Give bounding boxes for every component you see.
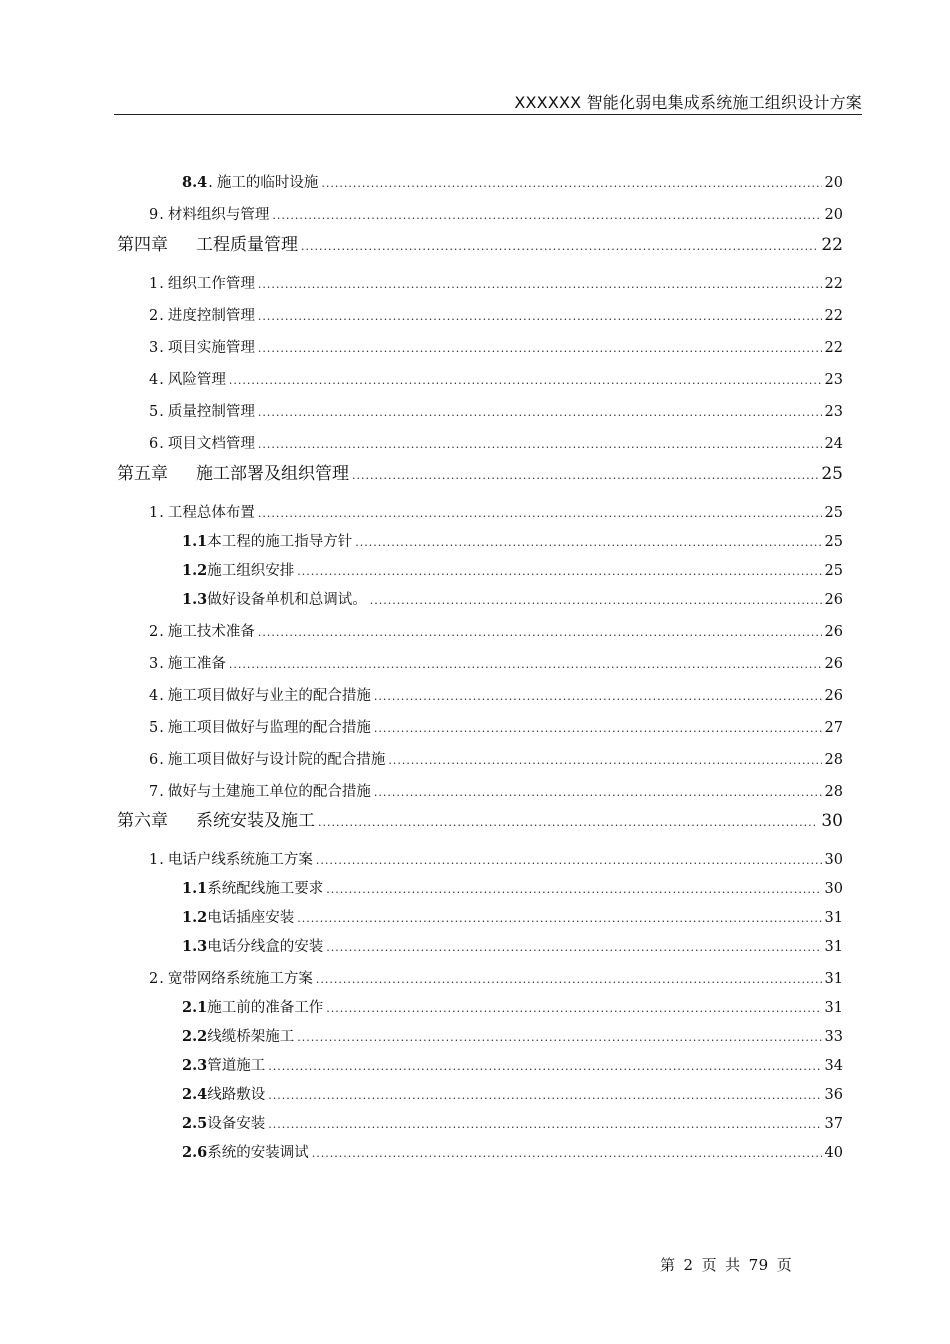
toc-entry[interactable] xyxy=(149,272,843,293)
toc-entry-number: 第四章 xyxy=(117,235,168,255)
toc-entry-text: 施工项目做好与设计院的配合措施 xyxy=(167,752,386,768)
toc-entry-number: 2 xyxy=(149,971,159,987)
toc-entry[interactable] xyxy=(182,996,843,1017)
toc-entry-separator: . xyxy=(159,624,164,640)
toc-leader-dots xyxy=(229,658,822,671)
toc-entry-text: 风险管理 xyxy=(167,372,226,388)
toc-entry-page: 33 xyxy=(824,1029,843,1045)
toc-entry-text: 工程总体布置 xyxy=(167,505,255,521)
toc-entry-label xyxy=(117,230,298,255)
toc-entry-text: 线路敷设 xyxy=(207,1087,266,1103)
toc-entry-label xyxy=(149,848,313,869)
toc-entry-text: 施工组织安排 xyxy=(207,563,295,579)
toc-entry-number: 7 xyxy=(149,784,159,800)
toc-entry-text: 进度控制管理 xyxy=(167,308,255,324)
toc-entry-text: 施工项目做好与业主的配合措施 xyxy=(167,688,371,704)
toc-entry-label xyxy=(182,1054,265,1075)
toc-entry-separator: . xyxy=(159,656,164,672)
toc-entry-label xyxy=(182,559,294,580)
toc-entry-text: 材料组织与管理 xyxy=(167,207,270,223)
toc-entry-label xyxy=(182,1083,265,1104)
toc-entry-separator: . xyxy=(159,688,164,704)
toc-entry-number: 第五章 xyxy=(117,464,168,484)
toc-entry[interactable] xyxy=(149,620,843,641)
footer-total-word: 共 xyxy=(725,1256,741,1274)
toc-entry[interactable] xyxy=(149,432,843,453)
toc-entry-number: 6 xyxy=(149,436,159,452)
toc-leader-dots xyxy=(352,469,818,482)
toc-entry[interactable] xyxy=(149,304,843,325)
toc-entry-label xyxy=(149,652,226,673)
toc-entry-text: 电话分线盒的安装 xyxy=(207,939,324,955)
toc-entry-number: 3 xyxy=(149,340,159,356)
toc-entry[interactable] xyxy=(182,906,843,927)
toc-entry[interactable] xyxy=(182,171,843,192)
toc-entry-label xyxy=(149,432,255,453)
toc-entry-page: 22 xyxy=(821,235,843,255)
toc-leader-dots xyxy=(374,722,822,735)
toc-entry-separator: . xyxy=(159,784,164,800)
toc-entry-number: 5 xyxy=(149,404,159,420)
toc-entry-page: 27 xyxy=(824,720,843,736)
toc-leader-dots xyxy=(258,438,822,451)
toc-entry-label xyxy=(149,368,226,389)
toc-entry[interactable] xyxy=(149,716,843,737)
toc-entry-separator: . xyxy=(159,308,164,324)
toc-entry[interactable] xyxy=(117,459,843,484)
toc-entry-number: 2.1 xyxy=(182,999,208,1016)
toc-entry-text: 系统的安装调试 xyxy=(207,1145,309,1161)
toc-entry[interactable] xyxy=(182,1054,843,1075)
toc-leader-dots xyxy=(268,1089,821,1102)
toc-entry-number: 1.3 xyxy=(182,938,208,955)
toc-entry-separator: . xyxy=(208,175,213,191)
toc-entry-label xyxy=(149,501,255,522)
toc-entry[interactable] xyxy=(149,748,843,769)
toc-entry-page: 34 xyxy=(824,1058,843,1074)
toc-entry[interactable] xyxy=(117,806,843,831)
toc-entry-label xyxy=(149,716,371,737)
toc-leader-dots xyxy=(388,754,821,767)
toc-entry-number: 1 xyxy=(149,276,159,292)
toc-entry-page: 31 xyxy=(824,910,843,926)
toc-entry-separator: . xyxy=(159,505,164,521)
toc-entry-separator: . xyxy=(159,971,164,987)
toc-entry-label xyxy=(149,780,371,801)
toc-entry-label xyxy=(149,272,255,293)
toc-entry[interactable] xyxy=(182,1112,843,1133)
toc-entry-label xyxy=(182,877,323,898)
toc-leader-dots xyxy=(326,941,821,954)
toc-entry-number: 6 xyxy=(149,752,159,768)
toc-entry-label xyxy=(149,336,255,357)
toc-entry-text: 宽带网络系统施工方案 xyxy=(167,971,313,987)
toc-entry-text: 施工的临时设施 xyxy=(216,175,319,191)
toc-entry-text: 施工前的准备工作 xyxy=(207,1000,324,1016)
toc-entry-page: 36 xyxy=(824,1087,843,1103)
toc-entry-text: 施工准备 xyxy=(167,656,226,672)
toc-entry-label xyxy=(182,530,352,551)
toc-entry-page: 23 xyxy=(824,404,843,420)
document-title: XXXXXX 智能化弱电集成系统施工组织设计方案 xyxy=(514,93,862,112)
toc-entry-separator: . xyxy=(159,436,164,452)
toc-entry-number: 2 xyxy=(149,308,159,324)
toc-entry-page: 26 xyxy=(824,624,843,640)
toc-entry-number: 1.2 xyxy=(182,562,208,579)
footer-prefix: 第 xyxy=(660,1256,676,1274)
toc-entry[interactable] xyxy=(149,336,843,357)
toc-entry-page: 26 xyxy=(824,688,843,704)
toc-entry-page: 37 xyxy=(824,1116,843,1132)
toc-entry-number: 2 xyxy=(149,624,159,640)
toc-entry-page: 22 xyxy=(824,276,843,292)
toc-entry-number: 8.4 xyxy=(182,174,208,191)
toc-entry-page: 22 xyxy=(824,340,843,356)
toc-entry-label xyxy=(149,967,313,988)
toc-entry-page: 28 xyxy=(824,752,843,768)
toc-entry-number: 4 xyxy=(149,688,159,704)
toc-entry-label xyxy=(149,203,269,224)
toc-entry-number: 1.2 xyxy=(182,909,208,926)
toc-entry-separator: . xyxy=(159,207,164,223)
footer-suffix: 页 xyxy=(776,1256,793,1274)
toc-entry[interactable] xyxy=(149,684,843,705)
toc-entry-page: 30 xyxy=(824,852,843,868)
toc-leader-dots xyxy=(355,536,821,549)
toc-entry[interactable] xyxy=(149,967,843,988)
toc-entry-label xyxy=(149,748,385,769)
toc-entry-text: 项目实施管理 xyxy=(167,340,255,356)
toc-entry-text: 线缆桥架施工 xyxy=(207,1029,295,1045)
toc-leader-dots xyxy=(326,1002,821,1015)
toc-entry-page: 25 xyxy=(824,563,843,579)
toc-entry-number: 9 xyxy=(149,207,159,223)
toc-entry-number: 2.6 xyxy=(182,1144,208,1161)
toc-entry-separator: . xyxy=(159,404,164,420)
toc-entry-page: 30 xyxy=(821,811,843,831)
toc-entry-text: 施工部署及组织管理 xyxy=(196,464,349,484)
toc-entry-label xyxy=(149,684,371,705)
toc-entry[interactable] xyxy=(149,400,843,421)
toc-entry-page: 28 xyxy=(824,784,843,800)
toc-entry-label xyxy=(182,588,367,609)
toc-entry-label xyxy=(182,935,323,956)
toc-entry-label xyxy=(149,400,255,421)
toc-entry-separator: . xyxy=(159,852,164,868)
toc-entry[interactable] xyxy=(182,1141,843,1162)
toc-leader-dots xyxy=(268,1118,821,1131)
toc-leader-dots xyxy=(258,406,822,419)
toc-entry-page: 23 xyxy=(824,372,843,388)
toc-leader-dots xyxy=(258,278,822,291)
toc-entry-label xyxy=(117,806,315,831)
toc-entry[interactable] xyxy=(182,935,843,956)
toc-entry-text: 电话户线系统施工方案 xyxy=(167,852,313,868)
toc-entry-number: 2.4 xyxy=(182,1086,208,1103)
toc-leader-dots xyxy=(297,912,821,925)
toc-entry[interactable] xyxy=(182,530,843,551)
toc-entry-text: 电话插座安装 xyxy=(207,910,295,926)
toc-leader-dots xyxy=(318,816,818,829)
toc-entry-page: 30 xyxy=(824,881,843,897)
toc-entry-separator: . xyxy=(159,752,164,768)
toc-entry-page: 31 xyxy=(824,971,843,987)
toc-entry-label xyxy=(182,1025,294,1046)
toc-entry-page: 26 xyxy=(824,656,843,672)
toc-entry-number: 2.2 xyxy=(182,1028,208,1045)
toc-entry-page: 25 xyxy=(821,464,843,484)
toc-entry-label xyxy=(117,459,349,484)
toc-entry-number: 4 xyxy=(149,372,159,388)
toc-leader-dots xyxy=(312,1147,822,1160)
toc-leader-dots xyxy=(321,177,821,190)
toc-leader-dots xyxy=(316,854,822,867)
toc-entry-label xyxy=(182,171,318,192)
footer-page-word: 页 xyxy=(701,1256,718,1274)
toc-leader-dots xyxy=(258,507,822,520)
toc-entry[interactable] xyxy=(182,877,843,898)
toc-entry-text: 施工项目做好与监理的配合措施 xyxy=(167,720,371,736)
toc-entry-text: 组织工作管理 xyxy=(167,276,255,292)
toc-leader-dots xyxy=(229,374,822,387)
toc-entry[interactable] xyxy=(117,230,843,255)
toc-entry-number: 1 xyxy=(149,852,159,868)
toc-entry-number: 1 xyxy=(149,505,159,521)
toc-entry-text: 施工技术准备 xyxy=(167,624,255,640)
toc-leader-dots xyxy=(374,690,822,703)
toc-entry[interactable] xyxy=(149,501,843,522)
toc-entry-text: 质量控制管理 xyxy=(167,404,255,420)
toc-entry-page: 20 xyxy=(824,175,843,191)
toc-entry-page: 26 xyxy=(824,592,843,608)
toc-leader-dots xyxy=(272,209,821,222)
toc-entry-number: 第六章 xyxy=(117,811,168,831)
page-header xyxy=(114,88,862,115)
toc-entry-page: 25 xyxy=(824,534,843,550)
toc-entry-number: 1.3 xyxy=(182,591,208,608)
toc-leader-dots xyxy=(301,240,818,253)
toc-entry-text: 系统安装及施工 xyxy=(196,811,315,831)
toc-entry[interactable] xyxy=(149,203,843,224)
toc-entry-page: 31 xyxy=(824,939,843,955)
toc-entry-label xyxy=(149,620,255,641)
toc-leader-dots xyxy=(297,565,821,578)
toc-leader-dots xyxy=(297,1031,821,1044)
toc-leader-dots xyxy=(258,342,822,355)
toc-entry[interactable] xyxy=(149,368,843,389)
toc-entry[interactable] xyxy=(149,848,843,869)
toc-entry-page: 20 xyxy=(824,207,843,223)
toc-entry-text: 做好设备单机和总调试。 xyxy=(207,592,367,608)
toc-leader-dots xyxy=(316,973,822,986)
toc-leader-dots xyxy=(370,594,822,607)
toc-entry-separator: . xyxy=(159,372,164,388)
toc-entry-page: 40 xyxy=(824,1145,843,1161)
toc-entry-text: 工程质量管理 xyxy=(196,235,298,255)
toc-entry-separator: . xyxy=(159,276,164,292)
toc-entry-number: 3 xyxy=(149,656,159,672)
toc-entry-page: 24 xyxy=(824,436,843,452)
toc-entry-label xyxy=(182,906,294,927)
toc-entry-number: 2.5 xyxy=(182,1115,208,1132)
toc-entry[interactable] xyxy=(182,559,843,580)
toc-entry-number: 5 xyxy=(149,720,159,736)
toc-entry-text: 做好与土建施工单位的配合措施 xyxy=(167,784,371,800)
toc-entry-text: 系统配线施工要求 xyxy=(207,881,324,897)
toc-entry[interactable] xyxy=(182,588,843,609)
toc-entry-text: 设备安装 xyxy=(207,1116,266,1132)
toc-entry-separator: . xyxy=(159,340,164,356)
toc-entry-label xyxy=(149,304,255,325)
toc-entry-number: 2.3 xyxy=(182,1057,208,1074)
toc-leader-dots xyxy=(258,310,822,323)
toc-entry-label xyxy=(182,1112,265,1133)
toc-entry-page: 31 xyxy=(824,1000,843,1016)
toc-entry-separator: . xyxy=(159,720,164,736)
toc-leader-dots xyxy=(268,1060,821,1073)
footer-total-pages: 79 xyxy=(748,1256,769,1274)
toc-entry[interactable] xyxy=(149,652,843,673)
toc-entry-number: 1.1 xyxy=(182,880,208,897)
toc-entry[interactable] xyxy=(149,780,843,801)
toc-entry-label xyxy=(182,996,323,1017)
toc-entry-label xyxy=(182,1141,309,1162)
toc-entry-text: 项目文档管理 xyxy=(167,436,255,452)
toc-entry-text: 本工程的施工指导方针 xyxy=(207,534,353,550)
toc-entry-page: 25 xyxy=(824,505,843,521)
toc-leader-dots xyxy=(258,626,822,639)
page-footer xyxy=(660,1254,800,1275)
toc-entry-number: 1.1 xyxy=(182,533,208,550)
toc-entry[interactable] xyxy=(182,1025,843,1046)
toc-entry-page: 22 xyxy=(824,308,843,324)
toc-leader-dots xyxy=(326,883,821,896)
footer-current-page: 2 xyxy=(683,1256,694,1274)
toc-entry[interactable] xyxy=(182,1083,843,1104)
toc-leader-dots xyxy=(374,786,822,799)
toc-entry-text: 管道施工 xyxy=(207,1058,266,1074)
